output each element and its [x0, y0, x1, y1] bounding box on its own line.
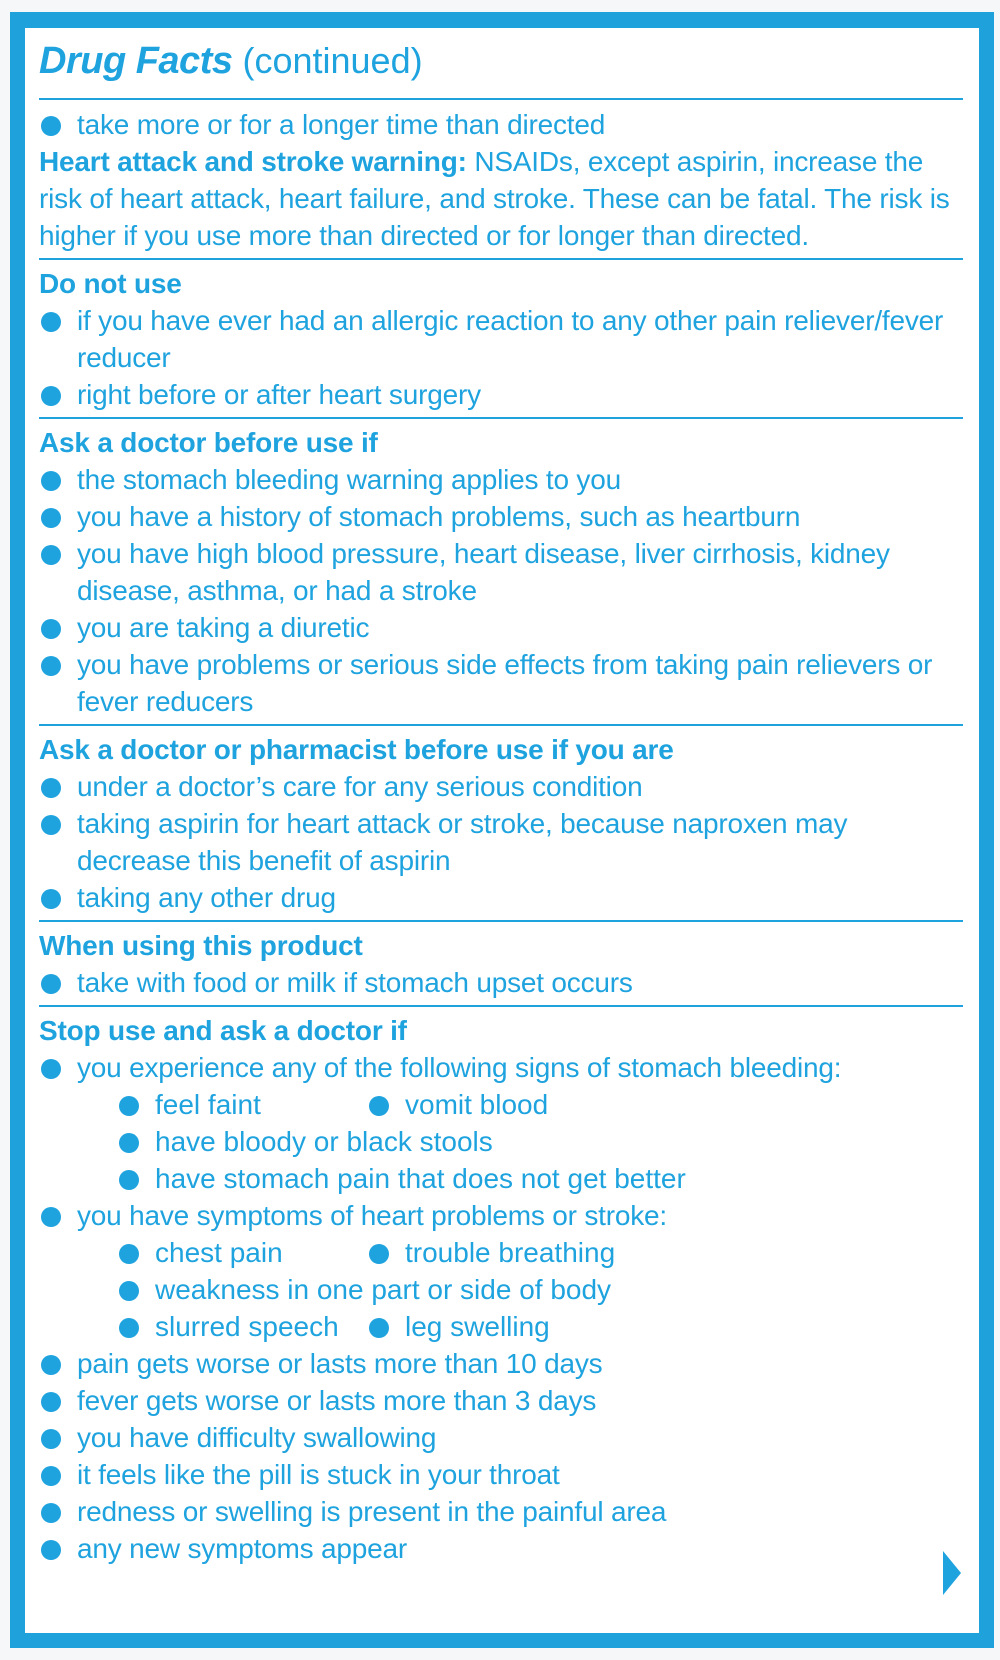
title-sub: (continued): [242, 40, 423, 81]
dot-icon: [41, 1207, 61, 1227]
list-item-text: you are taking a diuretic: [77, 612, 370, 643]
dot-icon: [41, 386, 61, 406]
list-item: [39, 646, 963, 720]
list-item-text: it feels like the pill is stuck in your throat: [77, 1459, 560, 1490]
drug-facts-panel: [25, 28, 979, 1633]
sub-list-item-text: have bloody or black stools: [155, 1126, 493, 1157]
list-item: [39, 461, 963, 498]
sub-list-item: [117, 1234, 283, 1271]
section-ask-doctor: [39, 425, 963, 720]
dot-icon: [119, 1318, 139, 1338]
list-item-text: under a doctor’s care for any serious condition: [77, 771, 643, 802]
section-do-not-use: [39, 266, 963, 413]
list-item-text: any new symptoms appear: [77, 1533, 408, 1564]
list-item: [39, 1419, 963, 1456]
heart-warning: [39, 143, 963, 254]
list-item: [39, 1345, 963, 1382]
dot-icon: [41, 889, 61, 909]
section-divider: [39, 417, 963, 419]
sub-list-item: [117, 1271, 611, 1308]
sub-list-item-text: have stomach pain that does not get better: [155, 1163, 686, 1194]
section-heading: Stop use and ask a doctor if: [39, 1015, 407, 1046]
section-when-using: [39, 928, 963, 1001]
list-item: [39, 1049, 963, 1086]
sub-list-row: [39, 1271, 963, 1308]
section-heading: When using this product: [39, 930, 363, 961]
title-main: Drug Facts: [39, 40, 233, 82]
list-item-text: taking aspirin for heart attack or stroke, because naproxen may decrease this benefit of aspirin: [77, 808, 848, 876]
dot-icon: [41, 1355, 61, 1375]
list-item: [39, 1530, 963, 1567]
dot-icon: [41, 1466, 61, 1486]
section-divider: [39, 724, 963, 726]
section-heading: Ask a doctor before use if: [39, 427, 378, 458]
list-item-text: you experience any of the following signs of stomach bleeding:: [77, 1052, 842, 1083]
list-item: [39, 1493, 963, 1530]
dot-icon: [41, 1540, 61, 1560]
heart-warning-label: Heart attack and stroke warning:: [39, 146, 467, 177]
intro-bullet: [39, 106, 963, 143]
dot-icon: [41, 116, 61, 136]
list-item-text: you have a history of stomach problems, such as heartburn: [77, 501, 801, 532]
sub-list-row: [39, 1160, 963, 1197]
dot-icon: [119, 1096, 139, 1116]
list-item-text: right before or after heart surgery: [77, 379, 481, 410]
list-item-text: taking any other drug: [77, 882, 336, 913]
dot-icon: [41, 1429, 61, 1449]
dot-icon: [41, 619, 61, 639]
sub-list-item: [117, 1160, 686, 1197]
dot-icon: [41, 471, 61, 491]
sub-list-row: [39, 1308, 963, 1345]
dot-icon: [119, 1244, 139, 1264]
list-item: [39, 768, 963, 805]
title-divider: [39, 98, 963, 100]
section-ask-pharmacist: [39, 732, 963, 916]
sub-list-item-text: leg swelling: [405, 1311, 550, 1342]
triangle-right-icon: [943, 1551, 961, 1595]
section-stop-use: [39, 1013, 963, 1567]
section-heading: Ask a doctor or pharmacist before use if you are: [39, 734, 674, 765]
list-item: [39, 964, 963, 1001]
sub-list-item-text: trouble breathing: [405, 1237, 616, 1268]
list-item-text: you have difficulty swallowing: [77, 1422, 437, 1453]
section-divider: [39, 1005, 963, 1007]
list-item-text: you have high blood pressure, heart disease, liver cirrhosis, kidney disease, asthma, or had a stroke: [77, 538, 890, 606]
list-item-text: pain gets worse or lasts more than 10 days: [77, 1348, 603, 1379]
list-item: [39, 498, 963, 535]
section-divider: [39, 920, 963, 922]
list-item: [39, 302, 963, 376]
list-item-text: redness or swelling is present in the painful area: [77, 1496, 667, 1527]
list-item: [39, 535, 963, 609]
section-divider: [39, 258, 963, 260]
intro-bullet-text: take more or for a longer time than directed: [77, 109, 606, 140]
dot-icon: [41, 778, 61, 798]
list-item: [39, 879, 963, 916]
list-item: [39, 1382, 963, 1419]
section-heading: Do not use: [39, 268, 182, 299]
dot-icon: [41, 1059, 61, 1079]
list-item-text: if you have ever had an allergic reaction to any other pain reliever/fever reducer: [77, 305, 944, 373]
sub-list-item-text: slurred speech: [155, 1311, 339, 1342]
dot-icon: [119, 1133, 139, 1153]
sub-list-item-text: weakness in one part or side of body: [155, 1274, 612, 1305]
list-item-text: the stomach bleeding warning applies to you: [77, 464, 621, 495]
list-item: [39, 805, 963, 879]
dot-icon: [41, 1503, 61, 1523]
sub-list-item-text: chest pain: [155, 1237, 283, 1268]
dot-icon: [369, 1096, 389, 1116]
drug-facts-content: [39, 28, 963, 1567]
sub-list-row: [39, 1123, 963, 1160]
sub-list-item-text: feel faint: [155, 1089, 261, 1120]
sub-list-item: [117, 1123, 493, 1160]
list-item: [39, 1456, 963, 1493]
list-item: [39, 609, 963, 646]
sub-list-item: [367, 1234, 615, 1271]
dot-icon: [369, 1318, 389, 1338]
drug-facts-title: [39, 28, 963, 94]
dot-icon: [41, 312, 61, 332]
sub-list-row: [39, 1234, 963, 1271]
sub-list-item: [367, 1308, 550, 1345]
sub-list-item: [367, 1086, 548, 1123]
list-item-text: take with food or milk if stomach upset occurs: [77, 967, 633, 998]
drug-facts-frame: [10, 12, 994, 1648]
list-item-text: fever gets worse or lasts more than 3 days: [77, 1385, 597, 1416]
dot-icon: [369, 1244, 389, 1264]
list-item: [39, 376, 963, 413]
list-item-text: you have problems or serious side effects from taking pain relievers or fever reducers: [77, 649, 933, 717]
sub-list-row: [39, 1086, 963, 1123]
heart-warning-text: NSAIDs, except aspirin, increase the risk of heart attack, heart failure, and stroke. These can be fatal. The risk is higher if you use more than directed or for longer than directed.: [39, 146, 950, 251]
sub-list-item: [117, 1086, 261, 1123]
dot-icon: [119, 1170, 139, 1190]
list-item-text: you have symptoms of heart problems or stroke:: [77, 1200, 667, 1231]
dot-icon: [41, 545, 61, 565]
dot-icon: [119, 1281, 139, 1301]
sub-list-item-text: vomit blood: [405, 1089, 549, 1120]
dot-icon: [41, 974, 61, 994]
sub-list-item: [117, 1308, 339, 1345]
dot-icon: [41, 815, 61, 835]
list-item: [39, 1197, 963, 1234]
dot-icon: [41, 656, 61, 676]
dot-icon: [41, 508, 61, 528]
dot-icon: [41, 1392, 61, 1412]
